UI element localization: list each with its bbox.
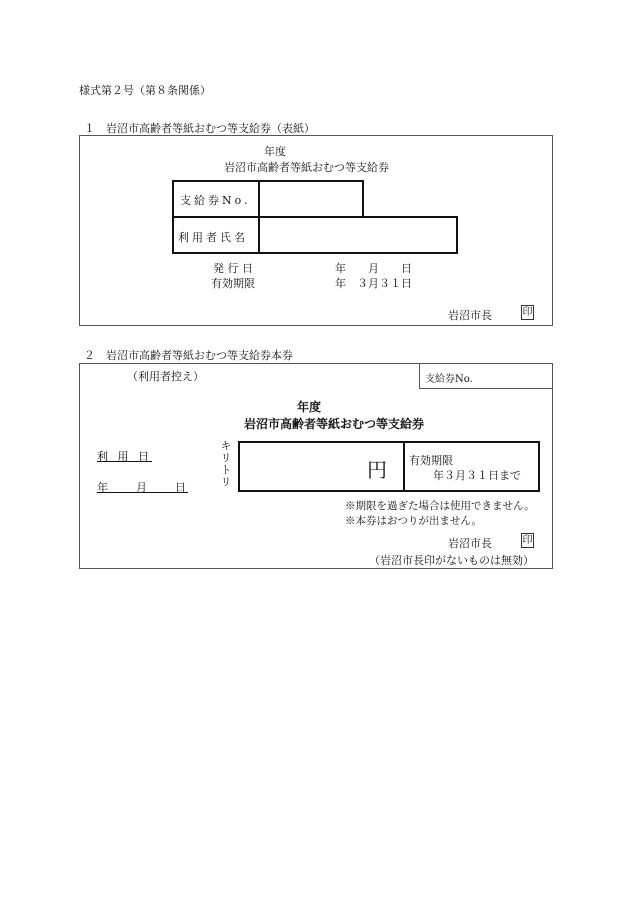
section1-seal: 印 [522, 307, 533, 318]
section2-heading: ２ 岩沼市高齢者等紙おむつ等支給券本券 [84, 349, 293, 362]
section2-title: 岩沼市高齢者等紙おむつ等支給券 [244, 417, 425, 431]
ticket-number-field[interactable] [262, 184, 360, 214]
note-expired: ※期限を過ぎた場合は使用できません。 [345, 500, 535, 512]
user-name-label: 利用者氏名 [178, 231, 248, 244]
expiry-label: 有効期限 [211, 277, 255, 290]
user-name-field[interactable] [262, 220, 454, 250]
cut-line-text: キリトリ [219, 440, 232, 488]
section2-seal: 印 [522, 535, 533, 546]
invalid-note: （岩沼市長印がないものは無効） [369, 554, 534, 567]
yen-label: 円 [367, 458, 387, 482]
section1-year-label: 年度 [264, 145, 286, 158]
ticket-number-label: 支給券No. [180, 194, 251, 207]
user-copy-label: （利用者控え） [127, 370, 204, 383]
use-date-label: 利 用 日 [97, 450, 152, 463]
expiry-value: 年 ３月３１日 [335, 277, 412, 290]
section1-mayor-label: 岩沼市長 [448, 309, 492, 322]
section2-mayor-label: 岩沼市長 [448, 537, 492, 550]
issue-date-value: 年 月 日 [335, 262, 412, 275]
section2-year-label: 年度 [297, 400, 322, 414]
amount-field[interactable] [242, 445, 366, 487]
section2-ticket-number-label: 支給券No. [425, 374, 473, 385]
use-date-value: 年 月 日 [97, 481, 188, 494]
ticket-number-divider [258, 180, 260, 218]
section1-title: 岩沼市高齢者等紙おむつ等支給券 [224, 161, 389, 174]
issue-date-label: 発 行 日 [213, 262, 253, 275]
user-name-divider [258, 216, 260, 254]
amount-divider [403, 441, 405, 492]
section2-expiry-value: 年３月３１日まで [433, 469, 521, 482]
section1-heading: １ 岩沼市高齢者等紙おむつ等支給券（表紙） [84, 122, 315, 135]
section2-expiry-label: 有効期限 [409, 454, 453, 467]
note-no-change: ※本券はおつりが出ません。 [345, 515, 483, 527]
form-title: 様式第２号（第８条関係） [79, 84, 211, 97]
